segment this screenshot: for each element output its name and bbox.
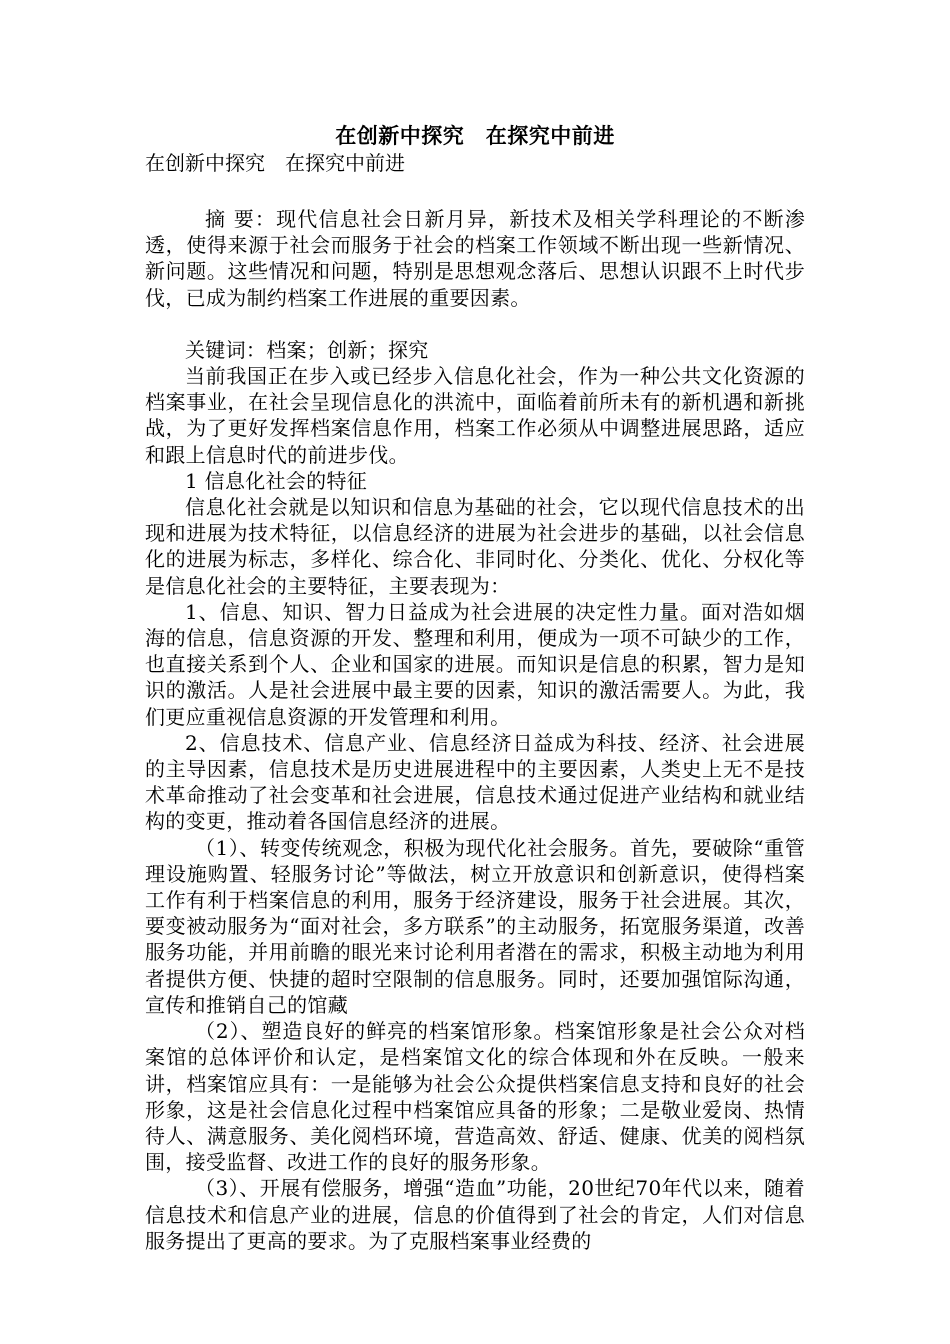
spacer (145, 311, 805, 337)
document-body (145, 122, 805, 1254)
body-paragraph: （1）、转变传统观念，积极为现代化社会服务。首先，要破除“重管理设施购置、轻服务讨论”等做法，树立开放意识和创新意识，使得档案工作有利于档案信息的利用，服务于经济建设，服务于社会进展。其次，要变被动服务为“面对社会，多方联系”的主动服务，拓宽服务渠道，改善服务功能，并用前瞻的眼光来讨论利用者潜在的需求，积极主动地为利用者提供方便、快捷的超时空限制的信息服务。同时，还要加强馆际沟通，宣传和推销自己的馆藏 (145, 835, 805, 1017)
abstract-paragraph: 摘 要：现代信息社会日新月异，新技术及相关学科理论的不断渗透，使得来源于社会而服务于社会的档案工作领域不断出现一些新情况、新问题。这些情况和问题，特别是思想观念落后、思想认识跟不上时代步伐，已成为制约档案工作进展的重要因素。 (145, 207, 805, 310)
body-paragraph: （2）、塑造良好的鲜亮的档案馆形象。档案馆形象是社会公众对档案馆的总体评价和认定，是档案馆文化的综合体现和外在反映。一般来讲，档案馆应具有：一是能够为社会公众提供档案信息支持和良好的社会形象，这是社会信息化过程中档案馆应具备的形象；二是敬业爱岗、热情待人、满意服务、美化阅档环境，营造高效、舒适、健康、优美的阅档氛围，接受监督、改进工作的良好的服务形象。 (145, 1019, 805, 1175)
section-heading: 1 信息化社会的特征 (185, 468, 368, 493)
body-paragraph: 1、信息、知识、智力日益成为社会进展的决定性力量。面对浩如烟海的信息，信息资源的开发、整理和利用，便成为一项不可缺少的工作，也直接关系到个人、企业和国家的进展。而知识是信息的积累，智力是知识的激活。人是社会进展中最主要的因素，知识的激活需要人。为此，我们更应重视信息资源的开发管理和利用。 (145, 599, 805, 729)
intro-paragraph: 当前我国正在步入或已经步入信息化社会，作为一种公共文化资源的档案事业，在社会呈现信息化的洪流中，面临着前所未有的新机遇和新挑战，为了更好发挥档案信息作用，档案工作必须从中调整进展思路，适应和跟上信息时代的前进步伐。 (145, 364, 805, 467)
document-subtitle: 在创新中探究 在探究中前进 (145, 151, 405, 175)
body-paragraph: 2、信息技术、信息产业、信息经济日益成为科技、经济、社会进展的主导因素，信息技术是历史进展进程中的主要因素，人类史上无不是技术革命推动了社会变革和社会进展，信息技术通过促进产业结构和就业结构的变更，推动着各国信息经济的进展。 (145, 730, 805, 834)
document-title: 在创新中探究 在探究中前进 (335, 123, 615, 148)
keywords-paragraph: 关键词：档案；创新；探究 (185, 337, 429, 362)
body-paragraph: （3）、开展有偿服务，增强“造血”功能，20世纪70年代以来，随着信息技术和信息产业的进展，信息的价值得到了社会的肯定，人们对信息服务提出了更高的要求。为了克服档案事业经费的 (145, 1176, 805, 1253)
spacer (145, 176, 805, 206)
body-paragraph: 信息化社会就是以知识和信息为基础的社会，它以现代信息技术的出现和进展为技术特征，以信息经济的进展为社会进步的基础，以社会信息化的进展为标志，多样化、综合化、非同时化、分类化、优化、分权化等是信息化社会的主要特征，主要表现为： (145, 495, 805, 598)
